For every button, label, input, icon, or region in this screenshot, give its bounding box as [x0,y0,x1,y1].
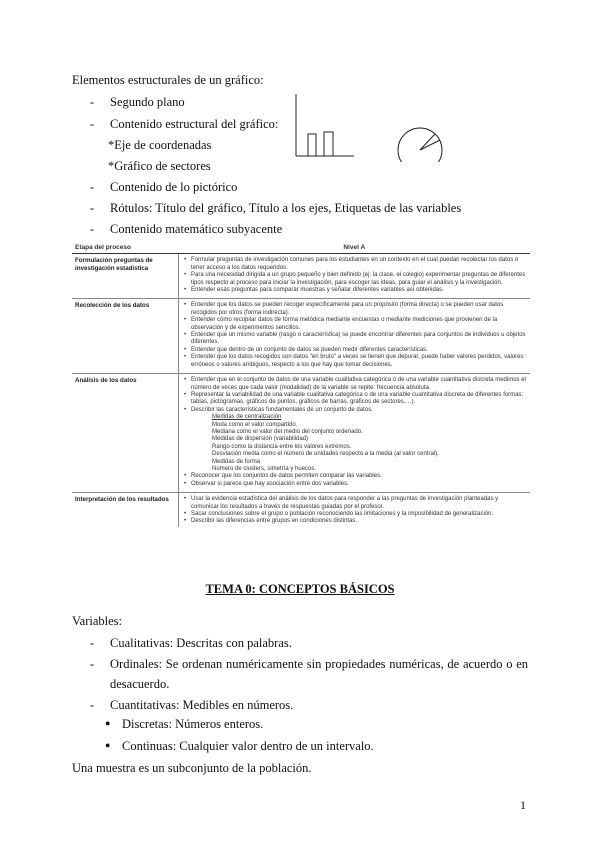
sub-item: Número de clusters, simetría y huecos. [212,465,317,472]
level-cell [179,493,531,527]
intro-item-matematico: Contenido matemático subyacente [110,222,283,236]
cuantitativas-item: Cuantitativas: Medibles en números. [110,698,294,712]
intro-heading: Elementos estructurales de un gráfico: [72,73,264,87]
bullet-marker: ● [105,740,111,750]
dash-marker: - [90,657,95,671]
axes-sketch-icon [296,94,354,156]
variables-label: Variables: [72,614,122,628]
list-item: • Sacar conclusiones sobre el grupo o población reconociendo las limitaciones y la imposibilidad de generalización. [191,511,527,518]
list-item: • Entender esas preguntas para comparar muestras y señalar diferentes variables así obtenidas. [191,287,527,294]
table-row [72,299,530,374]
list-item: • Entender cómo recopilar datos de forma metódica mediante encuestas o mediante mediciones que provienen de la observación y de experimentos sencillos. [191,317,527,332]
cualitativas-item: Cualitativas: Descritas con palabras. [110,636,292,650]
sub-item: Medidas de dispersión (variabilidad) [212,436,309,443]
intro-item-pictorico: Contenido de lo pictórico [110,180,238,194]
list-item: • Describir las diferencias entre grupos en condiciones distintas. [191,518,527,525]
col-header-level: Nivel A [179,242,531,254]
list-item: • Entender que los datos recogidos son datos "en bruto" a veces se tienen que depurar, puede haber valores perdidos, valores erróneos o valores ambiguos, respecto a los que hay que tomar decisiones. [191,354,527,369]
dash-marker: - [90,117,95,131]
stage-cell: Análisis de los datos [72,374,179,493]
list-item: • Entender que los datos se pueden recoger específicamente para un propósito (forma directa) o se pueden usar datos recogidos por otros (forma indirecta). [191,302,527,317]
intro-subitem-sectores: *Gráfico de sectores [108,159,211,173]
list-item: • Formular preguntas de investigación comunes para los estudiantes en un contexto en el cual puedan recolectar los datos o tener acceso a los datos requeridos. [191,257,527,272]
ordinales-item: Ordinales: Se ordenan numéricamente sin propiedades numéricas, de acuerdo o en [110,657,528,671]
list-item: • Describir las características fundamentales de un conjunto de datos. [191,407,527,414]
list-item: • Representar la variabilidad de una variable cualitativa categórica o de una variable cuantitativa discreta de diferentes formas: tablas, pictogramas, gráficos de puntos, gráficos de barras, gráficos de sectores….). [191,392,527,407]
list-item: • Entender que dentro de un conjunto de datos se pueden medir diferentes características. [191,347,527,354]
chart-sketch [292,92,452,162]
list-item: • Observar si parece que hay asociación entre dos variables. [191,481,527,488]
dash-marker: - [90,636,95,650]
stage-cell: Formulación preguntas de investigación estadística [72,254,179,299]
table-row [72,493,530,527]
table-row [72,374,530,493]
sub-list [182,414,527,473]
sub-item: Medidas de centralización [212,414,282,421]
table-row [72,254,530,299]
page-number: 1 [520,798,526,812]
section-title: TEMA 0: CONCEPTOS BÁSICOS [205,582,395,596]
muestra-sentence: Una muestra es un subconjunto de la población. [72,761,312,775]
stage-cell: Interpretación de los resultados [72,493,179,527]
dash-marker: - [90,95,95,109]
list-item: • Reconocer que los conjuntos de datos permiten comparar las variables. [191,473,527,480]
col-header-stage: Etapa del proceso [72,242,179,254]
list-item: • Entender que en el conjunto de datos de una variable cualitativa categórica o de una variable cuantitativa discreta medimos el número de veces que cada valor (modalidad) de la variable se repite: frecuencia absoluta. [191,377,527,392]
dash-marker: - [90,222,95,236]
list-item: • Entender que un mismo variable (rasgo o característica) se puede encontrar diferentes para conjuntos de individuos u objetos diferentes. [191,332,527,347]
bullet-marker: ● [105,718,111,728]
sub-item: Mediana como el valor del medio del conjunto ordenado. [212,428,363,435]
ordinales-item-cont: desacuerdo. [110,677,170,691]
sub-item: Medidas de forma [212,458,261,465]
sub-item: Rango como la distancia entre los valores extremos. [212,443,352,450]
continuas-item: Continuas: Cualquier valor dentro de un intervalo. [122,739,374,753]
pie-sketch-icon [398,128,442,162]
dash-marker: - [90,201,95,215]
stage-cell: Recolección de los datos [72,299,179,374]
dash-marker: - [90,180,95,194]
discretas-item: Discretas: Números enteros. [122,717,264,731]
sub-item: Desviación media como el número de unidades respecto a la media (al valor central). [212,451,439,458]
list-item: • Usar la evidencia estadística del análisis de los datos para responder a las preguntas de investigación planteadas y comunicar los resultados a través de respuestas guiadas por el profesor. [191,496,527,511]
intro-subitem-eje: *Eje de coordenadas [108,138,212,152]
level-cell [179,374,531,493]
sub-item: Moda como el valor compartido. [212,421,298,428]
level-cell [179,254,531,299]
list-item: • Para una necesidad dirigida a un grupo pequeño y bien definido (ej: la clase, el colegio) experimentar preguntas de diferentes tipos respecto al proceso para iniciar la investigación, para escoger las ideas, para guiar el análisis y la investigación. [191,272,527,287]
dash-marker: - [90,698,95,712]
level-cell [179,299,531,374]
intro-item-rotulos: Rótulos: Título del gráfico, Título a los ejes, Etiquetas de las variables [110,201,462,215]
levels-table [72,242,530,527]
intro-item-segundo-plano: Segundo plano [110,95,185,109]
intro-item-contenido-estructural: Contenido estructural del gráfico: [110,117,279,131]
